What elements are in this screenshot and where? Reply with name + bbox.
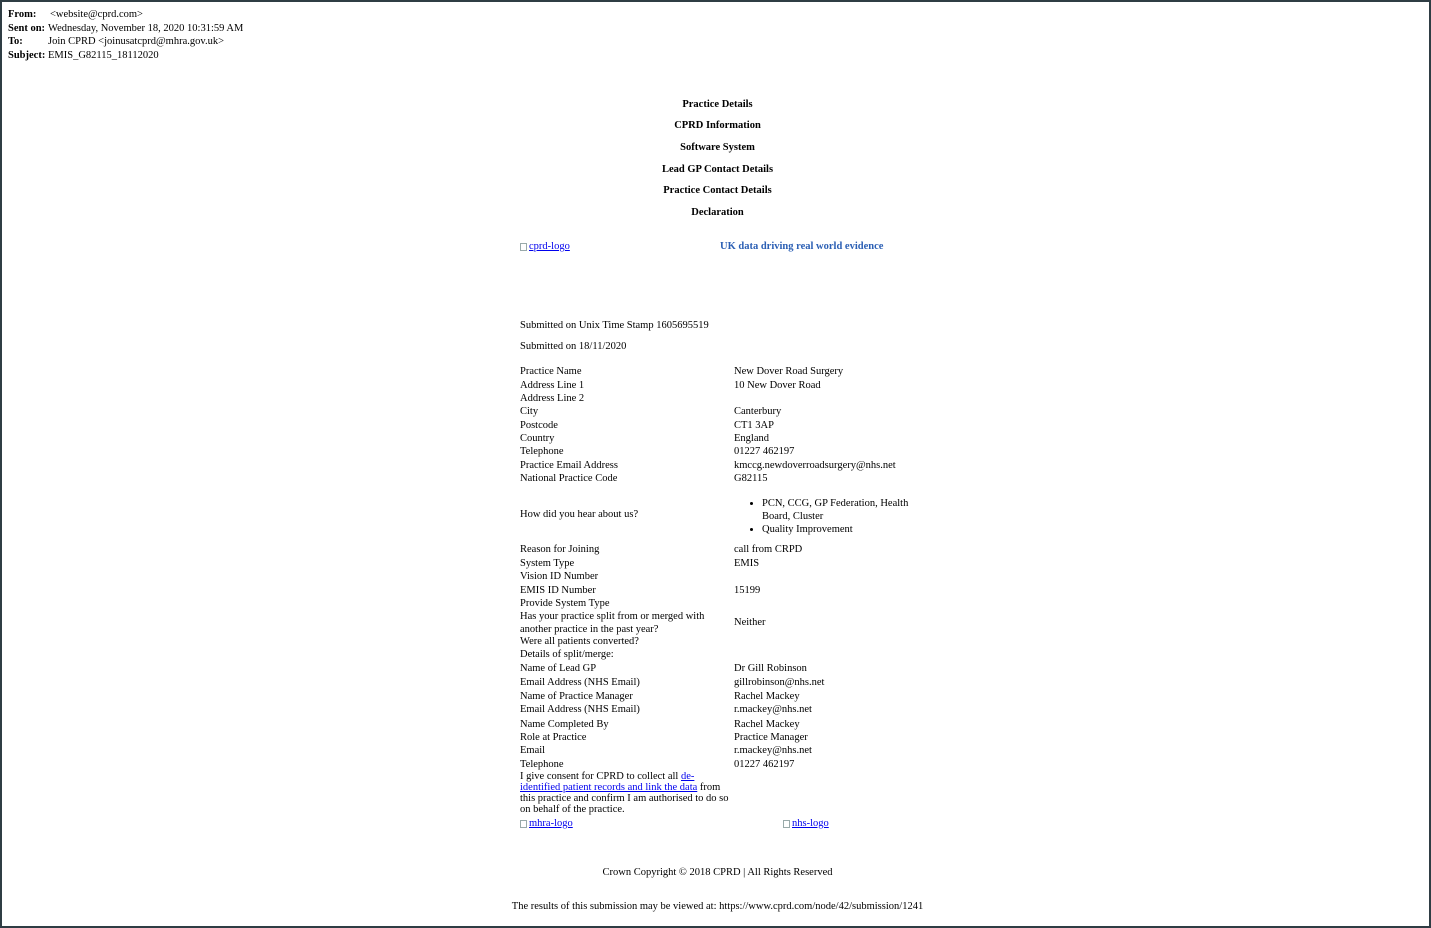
practice-email-value: kmccg.newdoverroadsurgery@nhs.net	[734, 460, 896, 471]
mhra-logo[interactable]	[520, 817, 573, 830]
address1-value: 10 New Dover Road	[734, 380, 821, 391]
practice-code-label: National Practice Code	[520, 473, 618, 484]
country-value: England	[734, 433, 769, 444]
contact-telephone-value: 01227 462197	[734, 759, 795, 770]
practice-manager-value: Rachel Mackey	[734, 691, 800, 702]
system-type-label: System Type	[520, 558, 575, 569]
practice-manager-label: Name of Practice Manager	[520, 691, 633, 702]
contact-telephone-label: Telephone	[520, 759, 564, 770]
nav-practice-contact[interactable]: Practice Contact Details	[663, 185, 772, 196]
lead-gp-email-label: Email Address (NHS Email)	[520, 677, 640, 688]
results-link-text: The results of this submission may be viewed at: https://www.cprd.com/node/42/submission/1241	[511, 901, 924, 912]
nav-software-system[interactable]: Software System	[680, 142, 755, 153]
lead-gp-value: Dr Gill Robinson	[734, 663, 807, 674]
email-header	[8, 8, 243, 62]
consent-link[interactable]: de-identified patient records and link the data	[520, 771, 698, 793]
copyright: Crown Copyright © 2018 CPRD | All Rights Reserved	[602, 867, 833, 878]
hear-about-list	[734, 497, 919, 536]
city-label: City	[520, 406, 539, 417]
to-value[interactable]: Join CPRD <joinusatcprd@mhra.gov.uk>	[48, 36, 224, 47]
from-label: From:	[8, 9, 37, 20]
consent-prefix: I give consent for CPRD to collect all	[520, 771, 681, 782]
list-item: • PCN, CCG, GP Federation, Health Board, Cluster	[762, 497, 919, 523]
email-value: r.mackey@nhs.net	[734, 745, 812, 756]
system-type-value: EMIS	[734, 558, 760, 569]
tagline-link[interactable]: UK data driving real world evidence	[720, 241, 884, 252]
completed-by-label: Name Completed By	[520, 719, 609, 730]
submission-unix: Submitted on Unix Time Stamp 1605695519	[520, 320, 709, 331]
consent-text	[520, 771, 734, 815]
to-row	[8, 35, 243, 49]
telephone-value: 01227 462197	[734, 446, 795, 457]
role-value: Practice Manager	[734, 732, 808, 743]
nhs-logo[interactable]	[783, 817, 829, 830]
email-label: Email	[520, 745, 546, 756]
sent-label: Sent on:	[8, 22, 46, 34]
lead-gp-label: Name of Lead GP	[520, 663, 597, 674]
address2-label: Address Line 2	[520, 393, 585, 404]
city-value: Canterbury	[734, 406, 782, 417]
vision-id-label: Vision ID Number	[520, 571, 599, 582]
broken-image-icon	[783, 820, 790, 828]
split-merge-value: Neither	[734, 617, 766, 628]
subject-row	[8, 49, 243, 63]
pm-email-value: r.mackey@nhs.net	[734, 704, 812, 715]
split-details-label: Details of split/merge:	[520, 649, 614, 660]
practice-name-label: Practice Name	[520, 366, 582, 377]
lead-gp-email-value: gillrobinson@nhs.net	[734, 677, 825, 688]
broken-image-icon	[520, 820, 527, 828]
postcode-label: Postcode	[520, 420, 558, 431]
telephone-label: Telephone	[520, 446, 564, 457]
nhs-logo-alt: nhs-logo	[792, 818, 829, 829]
from-value[interactable]: <website@cprd.com>	[50, 9, 143, 20]
subject-value: EMIS_G82115_18112020	[48, 49, 159, 61]
practice-name-value: New Dover Road Surgery	[734, 366, 844, 377]
from-row	[8, 8, 243, 22]
patients-converted-label: Were all patients converted?	[520, 636, 639, 647]
nav-cprd-information[interactable]: CPRD Information	[674, 120, 761, 131]
pm-email-label: Email Address (NHS Email)	[520, 704, 640, 715]
nav-lead-gp-contact[interactable]: Lead GP Contact Details	[661, 164, 774, 175]
list-item: • Quality Improvement	[762, 523, 919, 536]
subject-label: Subject:	[8, 49, 46, 61]
split-merge-label: Has your practice split from or merged with another practice in the past year?	[520, 611, 705, 635]
reason-label: Reason for Joining	[520, 544, 600, 555]
sent-row	[8, 22, 243, 36]
reason-value: call from CRPD	[734, 544, 803, 555]
emis-id-label: EMIS ID Number	[520, 585, 596, 596]
mhra-logo-alt: mhra-logo	[529, 818, 573, 829]
sent-value: Wednesday, November 18, 2020 10:31:59 AM	[48, 22, 244, 34]
consent-suffix: from this practice and confirm I am authorised to do so on behalf of the practice.	[520, 782, 729, 815]
completed-by-value: Rachel Mackey	[734, 719, 800, 730]
hear-about-label: How did you hear about us?	[520, 509, 639, 520]
nav-practice-details[interactable]: Practice Details	[682, 99, 753, 110]
cprd-logo[interactable]	[520, 240, 570, 253]
postcode-value: CT1 3AP	[734, 420, 774, 431]
role-label: Role at Practice	[520, 732, 587, 743]
address1-label: Address Line 1	[520, 380, 585, 391]
nav-declaration[interactable]: Declaration	[691, 207, 744, 218]
broken-image-icon	[520, 243, 527, 251]
submission-date: Submitted on 18/11/2020	[520, 341, 627, 352]
emis-id-value: 15199	[734, 585, 761, 596]
to-label: To:	[8, 36, 23, 47]
practice-code-value: G82115	[734, 473, 768, 484]
practice-email-label: Practice Email Address	[520, 460, 618, 471]
country-label: Country	[520, 433, 555, 444]
cprd-logo-alt: cprd-logo	[529, 241, 570, 252]
provide-system-label: Provide System Type	[520, 598, 610, 609]
